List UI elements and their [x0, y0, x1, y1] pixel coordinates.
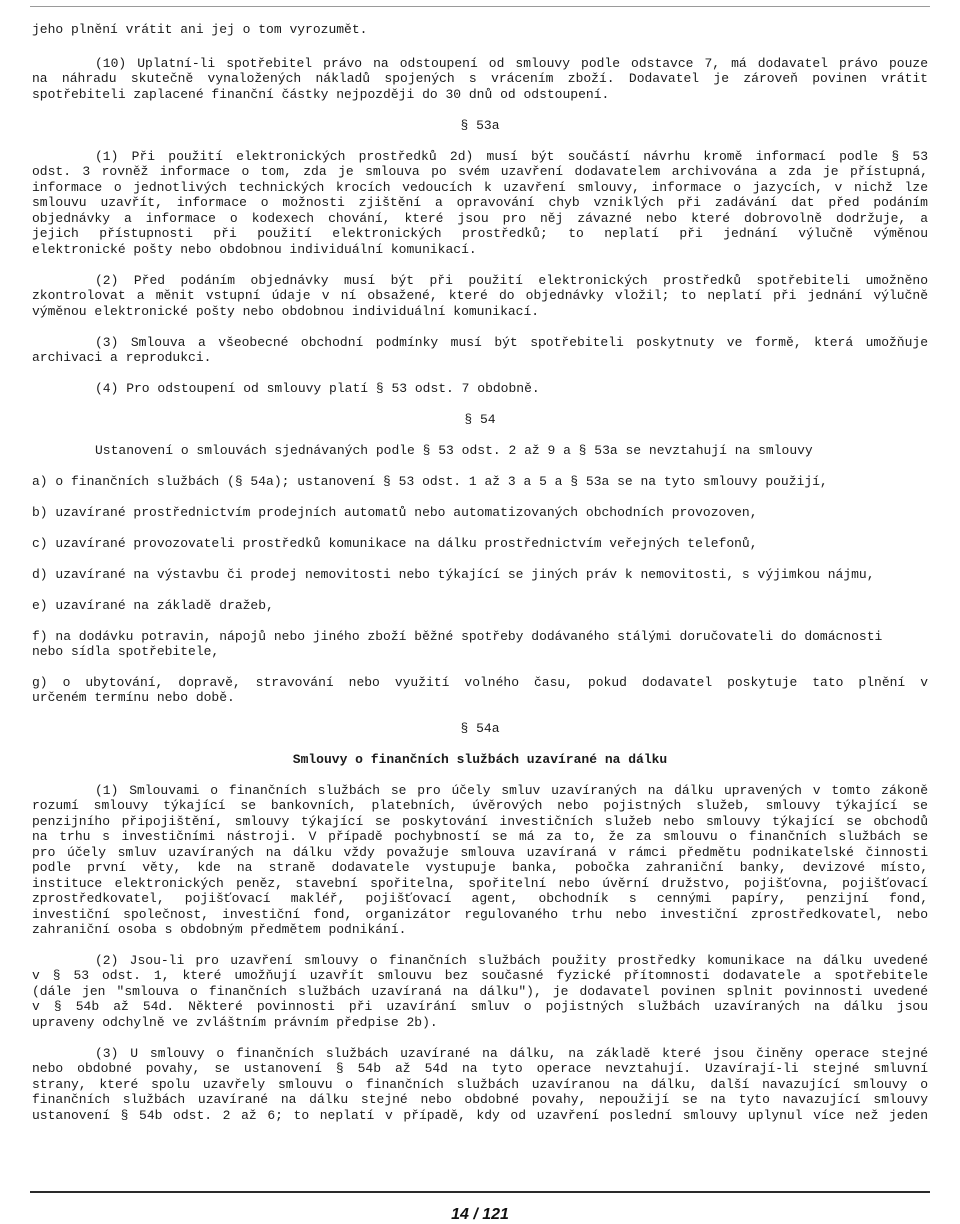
text-line: (2) Před podáním objednávky musí být při použití elektronických prostředků spotřebiteli umožněno: [95, 273, 928, 288]
text-line: penzijního připojištění, smlouvy týkající se poskytování investičních služeb nebo smlouvy týkající se obchodů: [32, 814, 928, 829]
text-line: zahraniční osoba s obdobným předmětem podnikání.: [32, 922, 407, 937]
text-line: ustanovení § 54b odst. 2 až 6; to neplatí v případě, kdy od uzavření poslední smlouvy uplynul více než jeden: [32, 1108, 928, 1123]
text-line: investiční společnost, investiční fond, organizátor regulovaného trhu nebo investiční zprostředkovatel, nebo: [32, 907, 928, 922]
text-line: spotřebiteli zaplacené finanční částky nejpozději do 30 dnů od odstoupení.: [32, 87, 610, 102]
text-line: v § 54b až 54d. Některé povinnosti při uzavírání smluv o pojistných službách uzavíraných na dálku jsou: [32, 999, 928, 1014]
text-line: smlouvu uzavřít, informace o možnosti zjištění a opravování chyb vzniklých při zadávání dat před podáním: [32, 195, 928, 210]
text-line: a) o finančních službách (§ 54a); ustanovení § 53 odst. 1 až 3 a 5 a § 53a se na tyto smlouvy použijí,: [32, 474, 828, 489]
footer-divider: [30, 1191, 930, 1193]
text-line: finančních službách uzavírané na dálku stejné nebo obdobné povahy, nepoužijí se na tyto navazující smlouvy: [32, 1092, 928, 1107]
text-line: f) na dodávku potravin, nápojů nebo jiného zboží běžné spotřeby dodávaného stálými doručovateli do domácnosti: [32, 629, 883, 644]
text-line: výměnou elektronické pošty nebo obdobnou individuální komunikací.: [32, 304, 540, 319]
text-line: archivaci a reprodukci.: [32, 350, 212, 365]
top-divider: [30, 6, 930, 7]
text-line: (dále jen "smlouva o finančních službách uzavíraná na dálku"), je dodavatel povinen splnit povinnosti uvedené: [32, 984, 928, 999]
text-line: e) uzavírané na základě dražeb,: [32, 598, 274, 613]
text-line: upraveny odchylně ve zvláštním právním předpise 2b).: [32, 1015, 438, 1030]
text-line: zkontrolovat a měnit vstupní údaje v ní obsažené, které do objednávky vložil; to neplatí při jednání výlučně: [32, 288, 928, 303]
text-line: v § 53 odst. 1, které umožňují uzavřít smlouvu bez současné fyzické přítomnosti dodavatele a spotřebitele: [32, 968, 928, 983]
text-line: určeném termínu nebo době.: [32, 690, 235, 705]
section-heading: § 54a: [460, 721, 500, 736]
text-line: informace o jednotlivých technických krocích vedoucích k uzavření smlouvy, informace o jazycích, v nichž lze: [32, 180, 928, 195]
text-line: rozumí smlouvy týkající se bankovních, platebních, úvěrových nebo pojistných služeb, smlouvy týkající se: [32, 798, 928, 813]
text-line: na náhradu skutečně vynaložených nákladů spojených s vrácením zboží. Dodavatel je zároveň povinen vrátit: [32, 71, 928, 86]
text-line: b) uzavírané prostřednictvím prodejních automatů nebo automatizovaných obchodních provozoven,: [32, 505, 758, 520]
text-line: instituce elektronických peněz, stavební spořitelna, spořitelní nebo úvěrní družstvo, pojišťovna, pojišťovací: [32, 876, 928, 891]
text-line: nebo obdobné povahy, se ustanovení § 54b až 54d na tyto operace nevztahují. Uzavírají-li stejné smluvní: [32, 1061, 928, 1076]
text-line: elektronické pošty nebo obdobnou individuální komunikací.: [32, 242, 477, 257]
text-line: na trhu s investičními nástroji. V případě pochybností se má za to, že za smlouvu o finančních službách se: [32, 829, 928, 844]
text-line: (4) Pro odstoupení od smlouvy platí § 53 odst. 7 obdobně.: [95, 381, 540, 396]
section-heading: § 53a: [460, 118, 500, 133]
section-heading: Smlouvy o finančních službách uzavírané na dálku: [292, 752, 668, 767]
text-line: g) o ubytování, dopravě, stravování nebo využití volného času, pokud dodavatel poskytuje tato plnění v: [32, 675, 928, 690]
text-line: jejich přístupnosti při použití elektronických prostředků; to neplatí při jednání výlučně výměnou: [32, 226, 928, 241]
text-line: nebo sídla spotřebitele,: [32, 644, 220, 659]
text-line: strany, které spolu uzavřely smlouvu o finančních službách uzavíranou na dálku, další navazující smlouvy o: [32, 1077, 928, 1092]
text-line: podle první věty, kde na straně dodavatele vystupuje banka, pobočka zahraniční banky, devizové místo,: [32, 860, 928, 875]
text-line: Ustanovení o smlouvách sjednávaných podle § 53 odst. 2 až 9 a § 53a se nevztahují na smlouvy: [95, 443, 813, 458]
text-line: d) uzavírané na výstavbu či prodej nemovitosti nebo týkající se jiných práv k nemovitosti, s výjimkou nájmu,: [32, 567, 875, 582]
text-line: pro účely smluv uzavíraných na dálku vždy považuje smlouva uzavíraná v rámci předmětu podnikatelské činnosti: [32, 845, 928, 860]
text-line: c) uzavírané provozovateli prostředků komunikace na dálku prostřednictvím veřejných telefonů,: [32, 536, 758, 551]
text-line: odst. 3 rovněž informace o tom, zda je smlouva po svém uzavření dodavatelem archivována a zda je přístupná,: [32, 164, 928, 179]
section-heading: § 54: [464, 412, 496, 427]
text-line: (1) Smlouvami o finančních službách se pro účely smluv uzavíraných na dálku upravených v tomto zákoně: [95, 783, 928, 798]
text-line: zprostředkovatel, pojišťovací makléř, pojišťovací agent, obchodník s cennými papíry, penzijní fond,: [32, 891, 928, 906]
text-line: objednávky a informace o kodexech chování, které jsou pro něj závazné nebo které dobrovolně dodržuje, a: [32, 211, 928, 226]
text-line: (3) Smlouva a všeobecné obchodní podmínky musí být spotřebiteli poskytnuty ve formě, která umožňuje: [95, 335, 928, 350]
page-number: 14 / 121: [451, 1206, 509, 1223]
text-line: jeho plnění vrátit ani jej o tom vyrozumět.: [32, 22, 368, 37]
text-line: (2) Jsou-li pro uzavření smlouvy o finančních službách použity prostředky komunikace na dálku uvedené: [95, 953, 928, 968]
text-line: (10) Uplatní-li spotřebitel právo na odstoupení od smlouvy podle odstavce 7, má dodavatel právo pouze: [95, 56, 928, 71]
text-line: (1) Při použití elektronických prostředků 2d) musí být součástí návrhu kromě informací podle § 53: [95, 149, 928, 164]
text-line: (3) U smlouvy o finančních službách uzavírané na dálku, na základě které jsou činěny operace stejné: [95, 1046, 928, 1061]
